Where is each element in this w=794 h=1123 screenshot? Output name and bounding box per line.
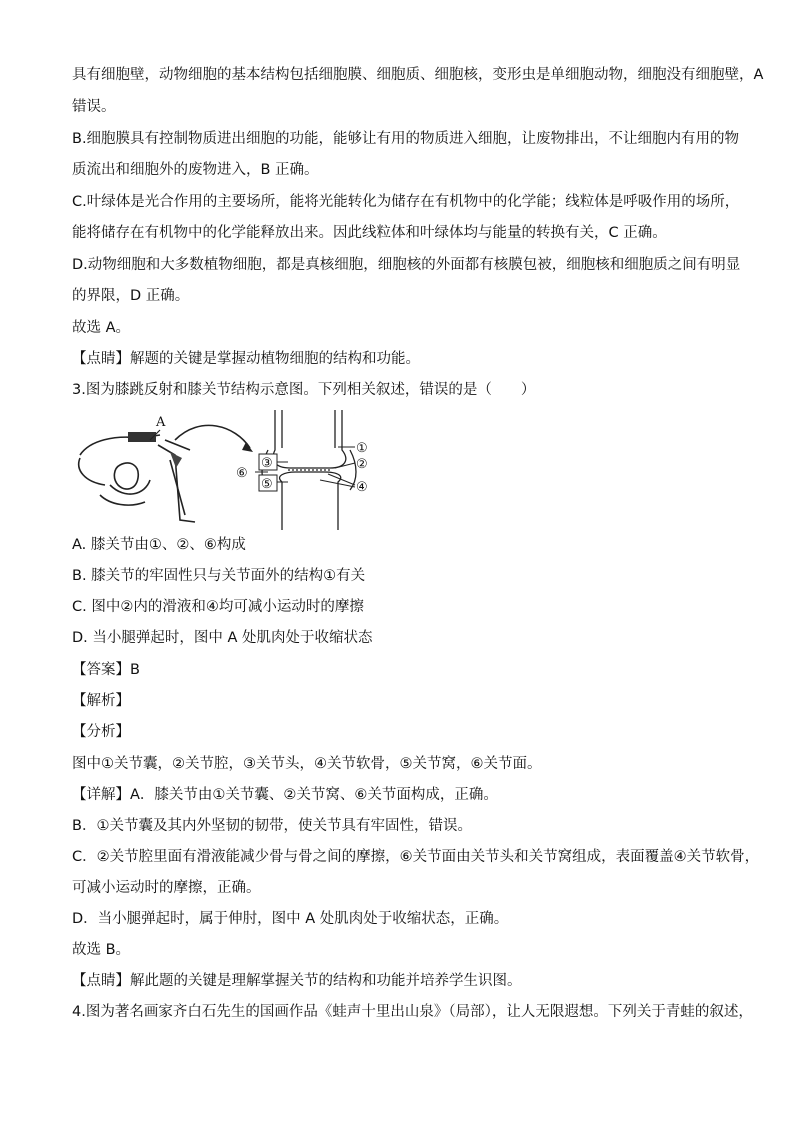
option-c: C. 图中②内的滑液和④均可减小运动时的摩擦 [72,599,364,615]
text-line: 的界限，D 正确。 [72,288,190,304]
text-line: D．当小腿弹起时，属于伸肘，图中 A 处肌肉处于收缩状态，正确。 [72,911,509,927]
label-1: ① [356,441,368,456]
muscle-a [128,432,156,442]
text-line: C.叶绿体是光合作用的主要场所，能将光能转化为储存在有机物中的化学能；线粒体是呼吸作用的场所， [72,194,740,210]
text-line: 具有细胞壁，动物细胞的基本结构包括细胞膜、细胞质、细胞核，变形虫是单细胞动物，细胞没有细胞壁，A [72,67,764,83]
label-4: ④ [356,480,368,495]
text-line: 故选 B。 [72,942,131,958]
label-a: A [156,415,166,430]
text-line: 质流出和细胞外的废物进入，B 正确。 [72,162,319,178]
label-2: ② [356,457,368,472]
text-line: 【点睛】解此题的关键是理解掌握关节的结构和功能并培养学生识图。 [72,973,522,989]
analysis-subheading: 【分析】 [72,724,130,740]
knee-diagram [70,410,370,530]
text-line: 图中①关节囊，②关节腔，③关节头，④关节软骨，⑤关节窝，⑥关节面。 [72,756,542,772]
answer: 【答案】B [72,662,140,678]
option-d: D. 当小腿弹起时，图中 A 处肌肉处于收缩状态 [72,630,373,646]
analysis-heading: 【解析】 [72,693,130,709]
text-line: B．①关节囊及其内外坚韧的韧带，使关节具有牢固性，错误。 [72,818,472,834]
text-line: 能将储存在有机物中的化学能释放出来。因此线粒体和叶绿体均与能量的转换有关，C 正确。 [72,225,667,241]
text-line: 故选 A。 [72,320,131,336]
label-6: ⑥ [236,466,248,481]
text-line: B.细胞膜具有控制物质进出细胞的功能，能够让有用的物质进入细胞，让废物排出，不让细胞内有用的物 [72,131,740,147]
text-line: 错误。 [72,99,116,115]
option-b: B. 膝关节的牢固性只与关节面外的结构①有关 [72,568,366,584]
text-line: C．②关节腔里面有滑液能减少骨与骨之间的摩擦，⑥关节面由关节头和关节窝组成，表面覆盖④关节软骨， [72,849,760,865]
text-line: 【点睛】解题的关键是掌握动植物细胞的结构和功能。 [72,351,420,367]
text-line: 【详解】A．膝关节由①关节囊、②关节窝、⑥关节面构成，正确。 [72,787,498,803]
question-title: 3.图为膝跳反射和膝关节结构示意图。下列相关叙述，错误的是（ ） [72,382,536,398]
question-title: 4.图为著名画家齐白石先生的国画作品《蛙声十里出山泉》（局部），让人无限遐想。下列关于青蛙的叙述， [72,1004,753,1020]
text-line: D.动物细胞和大多数植物细胞，都是真核细胞，细胞核的外面都有核膜包被，细胞核和细胞质之间有明显 [72,257,741,273]
label-3: ③ [261,456,273,471]
knee-joint-figure [70,410,370,530]
option-a: A. 膝关节由①、②、⑥构成 [72,537,246,553]
text-line: 可减小运动时的摩擦，正确。 [72,880,261,896]
label-5: ⑤ [261,477,273,492]
